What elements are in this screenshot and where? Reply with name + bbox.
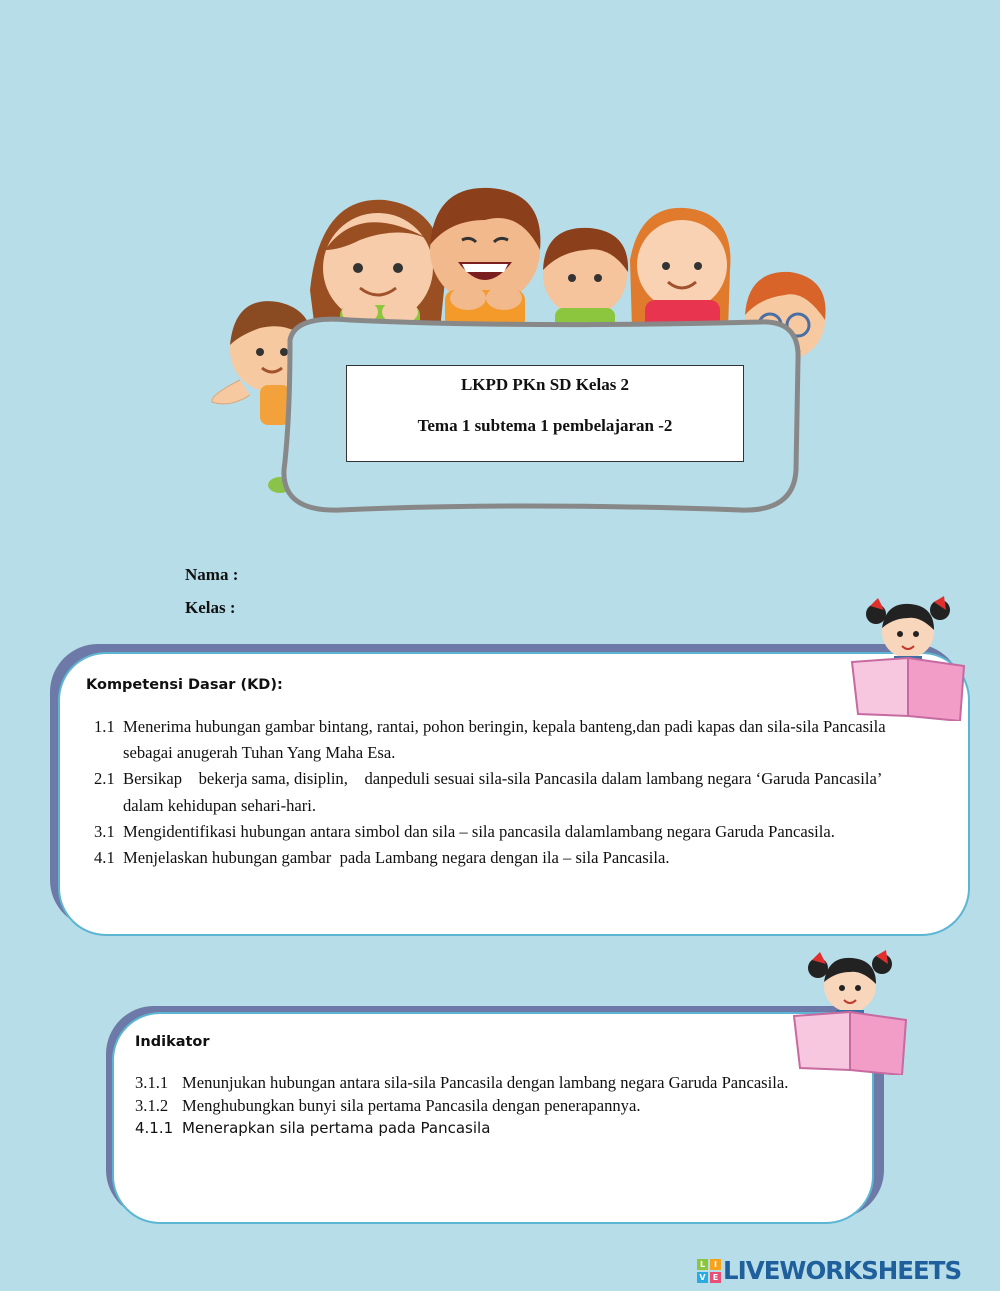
worksheet-title-box — [346, 365, 744, 462]
worksheet-subtitle: Tema 1 subtema 1 pembelajaran -2 — [417, 416, 673, 435]
kd-item — [94, 845, 916, 871]
indicator-item-text: Menghubungkan bunyi sila pertama Pancasila dengan penerapannya. — [182, 1096, 641, 1115]
kd-item-number: 3.1 — [94, 821, 115, 841]
indicator-item-number: 3.1.1 — [135, 1073, 169, 1092]
indicator-list — [135, 1071, 829, 1140]
indicator-item — [135, 1094, 829, 1117]
kd-item — [94, 714, 916, 766]
reading-girl-illustration — [848, 596, 968, 721]
indicator-item-text: Menerapkan sila pertama pada Pancasila — [182, 1119, 491, 1137]
worksheet-title: LKPD PKn SD Kelas 2 — [460, 375, 630, 394]
kd-item-number: 2.1 — [94, 769, 115, 789]
kd-item-text: Menjelaskan hubungan gambar pada Lambang negara dengan ila – sila Pancasila. — [123, 848, 670, 868]
live-badge-icon: L I V E — [697, 1259, 721, 1283]
kids-illustration — [200, 180, 840, 520]
name-label: Nama : — [185, 565, 239, 584]
indicator-item — [135, 1071, 829, 1094]
kd-item-number: 4.1 — [94, 848, 115, 868]
kd-item — [94, 766, 916, 818]
kd-item-text: Mengidentifikasi hubungan antara simbol dan sila – sila pancasila dalamlambang negara Garuda Pancasila. — [123, 821, 835, 841]
kid-boy-laughing-illustration — [430, 188, 540, 330]
kid-girl-brown-hair-illustration — [310, 200, 445, 335]
indicator-item — [135, 1117, 829, 1140]
indicator-item-number: 4.1.1 — [135, 1119, 174, 1137]
class-label: Kelas : — [185, 598, 236, 617]
kd-heading: Kompetensi Dasar (KD): — [86, 677, 283, 693]
kd-item — [94, 819, 916, 845]
kid-boy-thinking-illustration — [543, 228, 628, 336]
reading-girl-illustration — [790, 950, 910, 1075]
kd-item-text: Bersikap bekerja sama, disiplin, danpeduli sesuai sila-sila Pancasila dalam lambang negara ‘Garuda Pancasila’ dalam kehidupan sehari-hari. — [123, 769, 882, 815]
kid-girl-ginger-hair-illustration — [630, 208, 730, 332]
logo-text: LIVEWORKSHEETS — [723, 1256, 962, 1285]
kd-item-number: 1.1 — [94, 717, 115, 736]
indicator-item-number: 3.1.2 — [135, 1096, 169, 1115]
kd-item-text: Menerima hubungan gambar bintang, rantai, pohon beringin, kepala banteng,dan padi kapas dan sila-sila Pancasila sebagai anugerah Tuhan Yang Maha Esa. — [123, 717, 886, 763]
indicator-heading: Indikator — [135, 1034, 210, 1050]
kd-list — [94, 714, 916, 871]
indicator-item-text: Menunjukan hubungan antara sila-sila Pancasila dengan lambang negara Garuda Pancasila. — [182, 1073, 789, 1092]
